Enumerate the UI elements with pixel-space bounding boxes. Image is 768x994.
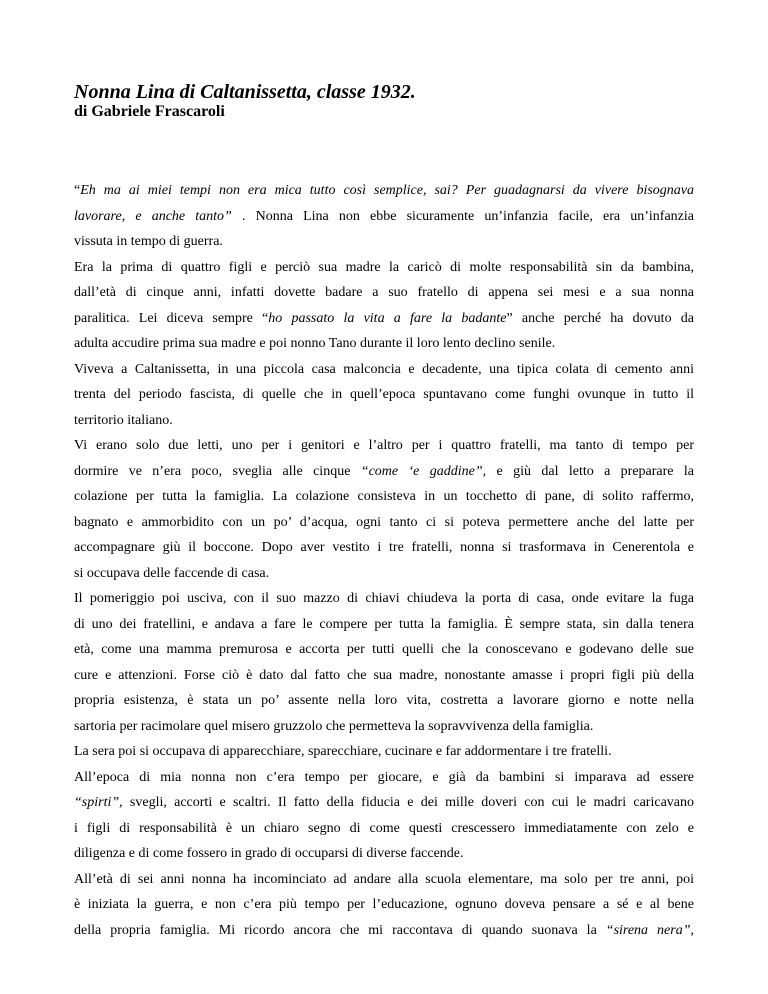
text-line: [74, 867, 694, 893]
text-line: [74, 204, 694, 230]
text-line: [74, 331, 694, 357]
text-line: [74, 739, 694, 765]
text-segment: All’età di sei anni nonna ha incominciato ad andare alla scuola elementare, ma solo per tre anni, poi: [74, 871, 694, 887]
text-line: [74, 612, 694, 638]
text-segment: colazione per tutta la famiglia. La colazione consisteva in un tocchetto di pane, di solito raffermo,: [74, 489, 694, 504]
text-line: [74, 382, 694, 408]
text-segment: All’epoca di mia nonna non c’era tempo per giocare, e già da bambini si imparava ad essere: [74, 769, 694, 785]
document-title: Nonna Lina di Caltanissetta, classe 1932.: [74, 81, 416, 103]
text-line: [74, 510, 694, 536]
text-line: [74, 433, 694, 459]
text-segment: ” anche perché ha dovuto da: [506, 310, 694, 326]
text-line: [74, 714, 694, 740]
text-segment: svegli, accorti e scaltri. Il fatto della fiducia e dei mille doveri con cui le madri caricavano: [122, 795, 694, 810]
text-segment: diligenza e di come fossero in grado di occuparsi di diverse faccende.: [74, 846, 464, 861]
text-line: [74, 892, 694, 918]
text-segment: Vi erano solo due letti, uno per i genitori e l’altro per i quattro fratelli, ma tanto di tempo per: [74, 438, 694, 453]
text-line: [74, 688, 694, 714]
text-line: [74, 663, 694, 689]
text-segment: sartoria per racimolare quel misero gruzzolo che permetteva la sopravvivenza della famiglia.: [74, 718, 594, 734]
text-segment: La sera poi si occupava di apparecchiare, sparecchiare, cucinare e far addormentare i tre fratelli.: [74, 744, 612, 759]
text-segment: di uno dei fratellini, e andava a fare le compere per tutta la famiglia. È sempre stata, sin dalla tenera: [74, 616, 694, 632]
text-line: [74, 255, 694, 281]
italic-text-segment: Eh ma ai miei tempi non era mica tutto così semplice, sai? Per guadagnarsi da vivere bisognava: [80, 183, 694, 198]
body-text: [74, 178, 694, 943]
text-line: [74, 357, 694, 383]
text-line: [74, 459, 694, 485]
text-segment: dormire ve n’era poco, sveglia alle cinque: [74, 463, 361, 479]
text-line: [74, 790, 694, 816]
text-segment: paralitica. Lei diceva sempre “: [74, 310, 269, 326]
text-segment: , e giù dal letto a preparare la: [482, 463, 694, 479]
text-line: [74, 280, 694, 306]
italic-text-segment: “sirena nera”: [605, 922, 691, 938]
text-segment: “: [74, 183, 81, 198]
text-line: [74, 484, 694, 510]
text-line: [74, 841, 694, 867]
text-segment: propria esistenza, è stata un po’ assente nella loro vita, costretta a lavorare giorno e notte nella: [74, 693, 694, 708]
text-line: [74, 306, 694, 332]
text-segment: si occupava delle faccende di casa.: [74, 565, 270, 581]
text-segment: vissuta in tempo di guerra.: [74, 234, 223, 249]
text-line: [74, 586, 694, 612]
text-segment: adulta accudire prima sua madre e poi nonno Tano durante il loro lento declino senile.: [74, 336, 556, 351]
text-line: [74, 765, 694, 791]
text-segment: . Nonna Lina non ebbe sicuramente un’infanzia facile, era un’infanzia: [241, 208, 694, 224]
italic-text-segment: lavorare, e anche tanto”: [74, 208, 242, 224]
text-segment: i figli di responsabilità è un chiaro segno di come questi crescessero immediatamente con zelo e: [74, 820, 694, 836]
text-segment: bagnato e ammorbidito con un po’ d’acqua, ogni tanto ci si poteva permettere anche del latte per: [74, 514, 694, 530]
document-byline: di Gabriele Frascaroli: [74, 103, 225, 120]
italic-text-segment: “spirti”,: [74, 795, 123, 810]
text-segment: cure e attenzioni. Forse ciò è dato dal fatto che sua madre, nonostante amasse i propri figli più della: [74, 667, 694, 683]
text-segment: trenta del periodo fascista, di quelle che in quell’epoca spuntavano come funghi ovunque in tutto il: [74, 387, 694, 402]
text-segment: età, come una mamma premurosa e accorta per tutti quelli che la conoscevano e godevano delle sue: [74, 642, 694, 657]
text-line: [74, 229, 694, 255]
text-segment: Il pomeriggio poi usciva, con il suo mazzo di chiavi chiudeva la porta di casa, onde evitare la fuga: [74, 591, 694, 606]
text-line: [74, 535, 694, 561]
text-line: [74, 561, 694, 587]
text-line: [74, 918, 694, 944]
text-segment: dall’età di cinque anni, infatti dovette badare a suo fratello di appena sei mesi e a sua nonna: [74, 285, 694, 300]
text-segment: Viveva a Caltanissetta, in una piccola casa malconcia e decadente, una tipica colata di cemento anni: [74, 361, 694, 377]
italic-text-segment: “come ‘e gaddine”: [360, 463, 483, 479]
text-segment: territorio italiano.: [74, 412, 173, 428]
text-segment: è iniziata la guerra, e non c’era più tempo per l’educazione, ognuno doveva pensare a sé e al bene: [74, 897, 694, 912]
text-line: [74, 816, 694, 842]
text-line: [74, 408, 694, 434]
text-line: [74, 178, 694, 204]
text-segment: della propria famiglia. Mi ricordo ancora che mi raccontava di quando suonava la: [74, 922, 606, 938]
italic-text-segment: ho passato la vita a fare la badante: [268, 310, 507, 326]
text-segment: Era la prima di quattro figli e perciò sua madre la caricò di molte responsabilità sin da bambina,: [74, 259, 694, 275]
text-segment: accompagnare giù il boccone. Dopo aver vestito i tre fratelli, nonna si trasformava in Cenerentola e: [74, 540, 694, 555]
text-line: [74, 637, 694, 663]
text-segment: ,: [690, 922, 694, 938]
